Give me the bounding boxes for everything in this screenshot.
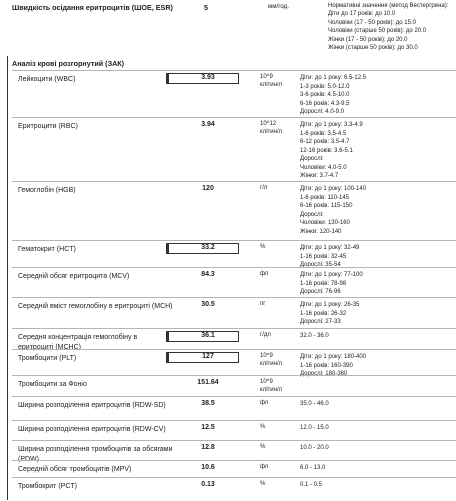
- test-value: 36.1: [201, 332, 215, 339]
- test-unit: [260, 400, 268, 408]
- reference-line: Діти: до 1 року: 6.5-12.5: [300, 75, 367, 81]
- test-unit: [260, 353, 282, 368]
- test-unit: [260, 185, 267, 193]
- test-value: 84.3: [201, 271, 215, 278]
- margin-line: [7, 56, 8, 500]
- test-name: Ширина розподілення еритроцитів (RDW-SD): [18, 402, 166, 409]
- test-value: 38.5: [201, 400, 215, 407]
- esr-norm-line: Нормативні значення (метод Вестергрена):: [328, 3, 449, 9]
- test-name: Тромбокрит (PCT): [18, 483, 77, 490]
- reference-line: Діти: до 1 року: 100-140: [300, 186, 367, 192]
- test-name: Середній обсяг еритроцита (MCV): [18, 273, 130, 280]
- reference-line: 35.0 - 46.0: [300, 401, 329, 407]
- reference-line: 10.0 - 20.0: [300, 445, 329, 451]
- test-value: 33.2: [201, 244, 215, 251]
- reference-line: Жінки: 3.7-4.7: [300, 173, 339, 179]
- test-unit: [260, 301, 265, 309]
- reference-line: Дорослі: 76-96: [300, 289, 341, 295]
- reference-line: 1-6 років: 110-145: [300, 194, 350, 201]
- esr-norm-line: Чоловіки (17 - 50 років): до 15.0: [328, 19, 416, 26]
- reference-line: 12.0 - 15.0: [300, 425, 329, 431]
- reference-line: 6-16 років: 4.3-9.5: [300, 100, 350, 107]
- test-name: Лейкоцити (WBC): [18, 76, 76, 83]
- test-value: 151.64: [197, 379, 219, 386]
- reference-line: 1-16 років: 26-32: [300, 310, 347, 317]
- esr-norm-line: Діти до 17 років: до 10.0: [328, 11, 396, 18]
- unit-line: клітин/л: [260, 128, 283, 135]
- reference-line: Діти: до 1 року: 180-400: [300, 354, 367, 360]
- reference-range: [300, 121, 363, 181]
- reference-line: Дорослі: 180-360: [300, 371, 348, 377]
- reference-line: Діти: до 1 року: 32-49: [300, 245, 360, 251]
- table-row: [12, 375, 456, 397]
- reference-line: Діти: до 1 року: 26-35: [300, 302, 360, 308]
- reference-line: Дорослі: 35-54: [300, 262, 341, 268]
- test-value: 3.94: [201, 121, 215, 128]
- test-value: 30.5: [201, 301, 215, 308]
- table-row: [12, 70, 456, 118]
- reference-line: Чоловіки: 4.0-5.0: [300, 164, 347, 171]
- esr-unit: мм/год.: [268, 3, 289, 10]
- test-value: 0.13: [201, 481, 215, 488]
- test-name: Середня концентрація гемоглобіну в еритроциті (MCHC): [18, 334, 138, 351]
- reference-line: Дорослі:: [300, 156, 324, 162]
- table-row: [12, 396, 456, 421]
- unit-line: фл: [260, 271, 269, 277]
- unit-line: пг: [260, 301, 266, 307]
- reference-range: [300, 444, 329, 453]
- test-name: Середній вміст гемоглобіну в еритроциті (MCH): [18, 303, 173, 310]
- test-value: 127: [202, 353, 214, 360]
- reference-line: 1-16 років: 78-98: [300, 280, 347, 287]
- reference-line: 1-16 років: 32-45: [300, 253, 347, 260]
- reference-range: [300, 271, 363, 297]
- reference-line: 6-16 років: 115-150: [300, 203, 353, 209]
- unit-line: г/дл: [260, 332, 271, 338]
- reference-range: [300, 244, 359, 270]
- reference-line: Діти: до 1 року: 3.3-4.9: [300, 122, 363, 128]
- unit-line: %: [260, 244, 266, 250]
- table-row: [12, 477, 456, 501]
- test-unit: [260, 444, 265, 452]
- table-row: [12, 420, 456, 441]
- table-row: [12, 240, 456, 268]
- test-name: Ширина розподілення еритроцитів (RDW-CV): [18, 426, 166, 433]
- test-unit: [260, 121, 282, 136]
- test-name: Тромбоцити (PLT): [18, 355, 77, 362]
- table-row: [12, 440, 456, 461]
- test-unit: [260, 74, 282, 89]
- reference-range: [300, 185, 366, 236]
- reference-range: [300, 424, 329, 433]
- test-value: 12.8: [201, 444, 215, 451]
- unit-line: фл: [260, 400, 269, 406]
- reference-line: Жінки: 120-140: [300, 228, 342, 235]
- test-name: Тромбоцити за Фоніо: [18, 381, 87, 388]
- table-row: [12, 267, 456, 298]
- test-name: Ширина розподілення тромбоцитів за обсягами (PDW): [18, 446, 173, 463]
- unit-line: фл: [260, 464, 269, 470]
- unit-line: 10^9: [260, 379, 273, 385]
- test-unit: [260, 379, 282, 394]
- unit-line: 10^12: [260, 121, 277, 127]
- test-value: 12.5: [201, 424, 215, 431]
- test-name: Гемоглобін (HGB): [18, 187, 76, 194]
- reference-line: 12-16 років: 3.6-5.1: [300, 147, 353, 154]
- reference-line: 3-6 років: 4.5-10.0: [300, 92, 350, 98]
- unit-line: 10^9: [260, 74, 273, 80]
- unit-line: г/л: [260, 185, 268, 191]
- test-value: 120: [202, 185, 214, 192]
- test-unit: [260, 332, 271, 340]
- unit-line: %: [260, 424, 266, 430]
- unit-line: клітин/л: [260, 360, 283, 367]
- test-unit: [260, 424, 265, 432]
- reference-line: Дорослі: 27-33: [300, 319, 341, 325]
- reference-range: [300, 481, 322, 490]
- reference-line: Дорослі: 4.0-9.0: [300, 109, 344, 115]
- test-name: Еритроцити (RBC): [18, 123, 78, 130]
- test-name: Гематокрит (HCT): [18, 246, 76, 253]
- unit-line: клітин/л: [260, 81, 283, 88]
- reference-range: [300, 74, 366, 117]
- table-row: [12, 328, 456, 350]
- table-row: [12, 181, 456, 241]
- reference-range: [300, 464, 325, 473]
- esr-norm-line: Жінки (старше 50 років): до 30.0: [328, 45, 418, 52]
- reference-line: 1-16 років: 160-390: [300, 362, 353, 369]
- reference-line: 6-12 років: 3.5-4.7: [300, 139, 350, 145]
- table-row: [12, 349, 456, 376]
- esr-value: 5: [204, 3, 208, 12]
- esr-norm-line: Чоловіки (старше 50 років): до 20.0: [328, 28, 427, 35]
- unit-line: клітин/л: [260, 386, 283, 393]
- reference-line: 32.0 - 36.0: [300, 333, 329, 339]
- test-unit: [260, 244, 265, 252]
- reference-line: 0.1 - 0.5: [300, 482, 323, 488]
- reference-line: 1-6 років: 3.5-4.5: [300, 130, 347, 137]
- table-row: [12, 460, 456, 478]
- esr-name: Швидкість осідання еритроцитів (ШОЕ, ESR): [12, 3, 173, 12]
- table-row: [12, 297, 456, 329]
- test-unit: [260, 481, 265, 489]
- test-unit: [260, 271, 268, 279]
- test-value: 10.6: [201, 464, 215, 471]
- unit-line: %: [260, 444, 266, 450]
- reference-line: 1-3 років: 5.0-12.0: [300, 83, 350, 90]
- reference-range: [300, 301, 359, 327]
- esr-row: [12, 0, 456, 56]
- reference-range: [300, 332, 329, 341]
- unit-line: 10^9: [260, 353, 273, 359]
- esr-norms: [328, 2, 448, 52]
- test-unit: [260, 464, 268, 472]
- unit-line: %: [260, 481, 266, 487]
- reference-line: Діти: до 1 року: 77-100: [300, 272, 363, 278]
- reference-line: Дорослі:: [300, 211, 324, 218]
- reference-line: Чоловіки: 130-160: [300, 220, 350, 226]
- esr-norm-line: Жінки (17 - 50 років): до 20.0: [328, 36, 408, 43]
- table-row: [12, 117, 456, 182]
- test-name: Середній обсяг тромбоцитів (MPV): [18, 466, 132, 473]
- reference-line: 6.0 - 13.0: [300, 465, 326, 471]
- section-title: Аналіз крові розгорнутий (ЗАК): [12, 59, 125, 68]
- test-value: 3.93: [201, 74, 215, 81]
- reference-range: [300, 400, 329, 409]
